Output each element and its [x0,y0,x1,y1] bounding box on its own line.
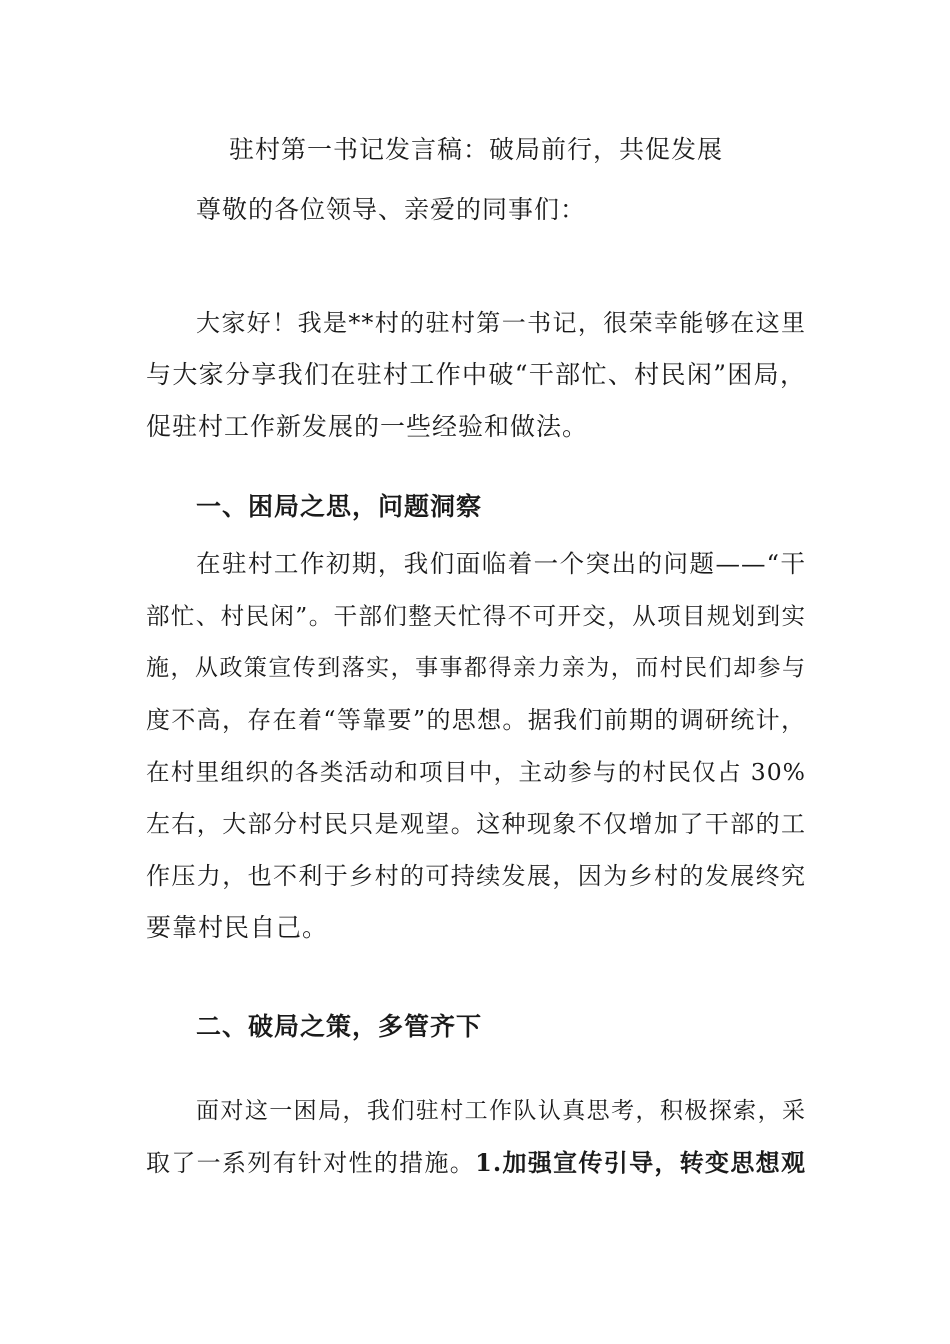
paragraph-line: 与大家分享我们在驻村工作中破“干部忙、村民闲”困局， [146,360,806,389]
paragraph-line: 作压力，也不利于乡村的可持续发展，因为乡村的发展终究 [146,862,806,890]
paragraph-text: 取了一系列有针对性的措施。 [146,1149,476,1177]
paragraph-line: 度不高，存在着“等靠要”的思想。据我们前期的调研统计， [146,706,806,734]
bold-subheading: 1.加强宣传引导，转变思想观 [475,1148,807,1177]
paragraph-line: 在驻村工作初期，我们面临着一个突出的问题——“干 [196,549,806,578]
section-heading-1: 一、困局之思，问题洞察 [196,492,483,521]
section1-paragraph [146,538,806,954]
paragraph-line: 施，从政策宣传到落实，事事都得亲力亲为，而村民们却参与 [146,655,806,681]
paragraph-line: 面对这一困局，我们驻村工作队认真思考，积极探索，采 [196,1098,806,1124]
paragraph-line: 左右，大部分村民只是观望。这种现象不仅增加了干部的工 [146,810,806,838]
paragraph-line: 要靠村民自己。 [146,913,329,942]
paragraph-line: 大家好！我是**村的驻村第一书记，很荣幸能够在这里 [196,309,806,337]
greeting: 尊敬的各位领导、亲爱的同事们： [196,195,587,224]
paragraph-line: 部忙、村民闲”。干部们整天忙得不可开交，从项目规划到实 [146,602,806,630]
paragraph-line [146,1137,806,1189]
document-title: 驻村第一书记发言稿：破局前行，共促发展 [228,135,723,164]
section2-paragraph [146,1085,806,1189]
intro-paragraph [146,297,806,453]
paragraph-line: 在村里组织的各类活动和项目中，主动参与的村民仅占 30% [146,758,806,786]
paragraph-line: 促驻村工作新发展的一些经验和做法。 [146,412,589,441]
section-heading-2: 二、破局之策，多管齐下 [196,1012,483,1041]
